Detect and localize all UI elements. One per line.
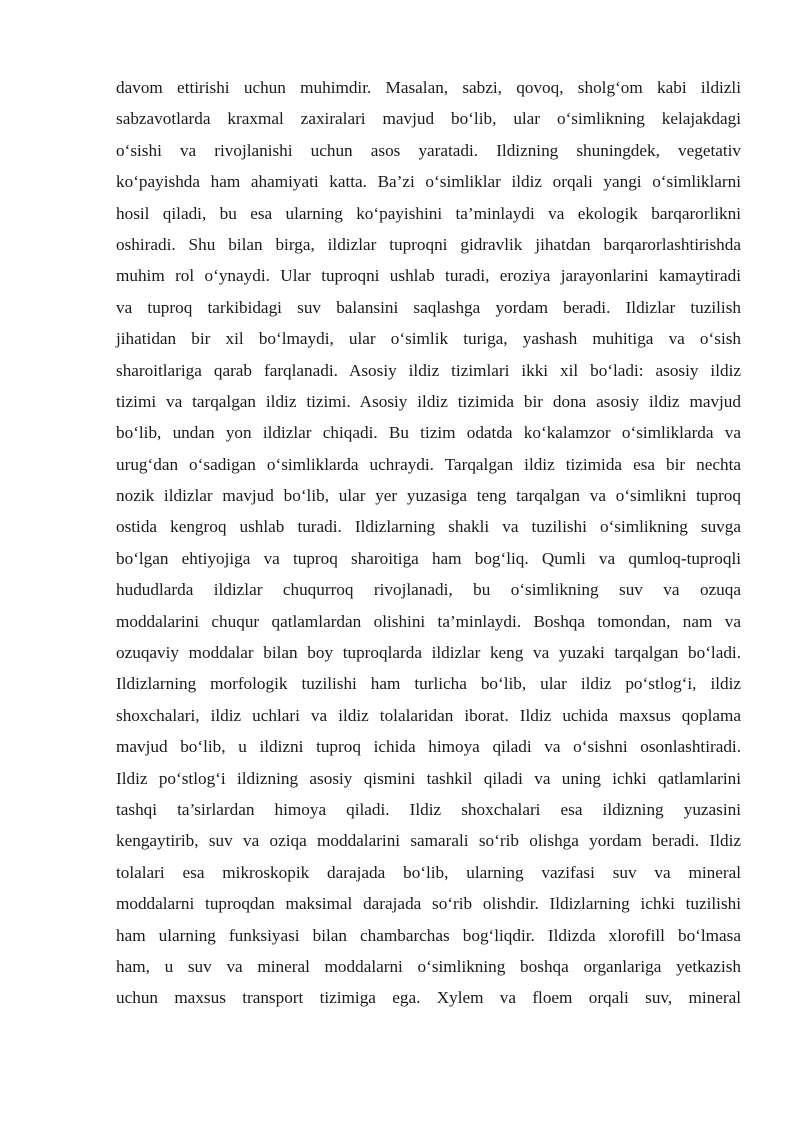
text-line: va tuproq tarkibidagi suv balansini saqlashga yordam beradi. Ildizlar tuzilish [116,297,741,317]
text-line: o‘sishi va rivojlanishi uchun asos yaratadi. Ildizning shuningdek, vegetativ [116,140,741,160]
text-line: ham, u suv va mineral moddalarni o‘simlikning boshqa organlariga yetkazish [116,956,741,976]
text-line: uchun maxsus transport tizimiga ega. Xylem va floem orqali suv, mineral [116,988,741,1008]
text-line: tashqi ta’sirlardan himoya qiladi. Ildiz shoxchalari esa ildizning yuzasini [116,799,741,819]
text-line: Ildizlarning morfologik tuzilishi ham turlicha bo‘lib, ular ildiz po‘stlog‘i, ildiz [116,674,741,694]
text-line: mavjud bo‘lib, u ildizni tuproq ichida himoya qiladi va o‘sishni osonlashtiradi. [116,737,741,757]
text-line: moddalarni tuproqdan maksimal darajada so‘rib olishdir. Ildizlarning ichki tuzilishi [116,894,741,914]
text-line: ostida kengroq ushlab turadi. Ildizlarning shakli va tuzilishi o‘simlikning suvga [116,517,741,537]
text-line: bo‘lib, undan yon ildizlar chiqadi. Bu tizim odatda ko‘kalamzor o‘simliklarda va [116,423,741,443]
text-line: ozuqaviy moddalar bilan boy tuproqlarda ildizlar keng va yuzaki tarqalgan bo‘ladi. [116,643,741,663]
text-line: hududlarda ildizlar chuqurroq rivojlanadi, bu o‘simlikning suv va ozuqa [116,580,741,600]
text-line: sharoitlariga qarab farqlanadi. Asosiy ildiz tizimlari ikki xil bo‘ladi: asosiy ildiz [116,360,741,380]
text-line: moddalarini chuqur qatlamlardan olishini ta’minlaydi. Boshqa tomondan, nam va [116,611,741,631]
text-line: shoxchalari, ildiz uchlari va ildiz tolalaridan iborat. Ildiz uchida maxsus qoplama [116,705,741,725]
text-line: ko‘payishda ham ahamiyati katta. Ba’zi o‘simliklar ildiz orqali yangi o‘simliklarni [116,172,741,192]
text-line: kengaytirib, suv va oziqa moddalarini samarali so‘rib olishga yordam beradi. Ildiz [116,831,741,851]
body-paragraph [116,72,741,1014]
text-line: bo‘lgan ehtiyojiga va tuproq sharoitiga ham bog‘liq. Qumli va qumloq-tuproqli [116,548,741,568]
text-line: nozik ildizlar mavjud bo‘lib, ular yer yuzasiga teng tarqalgan va o‘simlikni tuproq [116,486,741,506]
text-line: davom ettirishi uchun muhimdir. Masalan, sabzi, qovoq, sholg‘om kabi ildizli [116,78,741,97]
text-line: tolalari esa mikroskopik darajada bo‘lib, ularning vazifasi suv va mineral [116,862,741,882]
text-line: urug‘dan o‘sadigan o‘simliklarda uchraydi. Tarqalgan ildiz tizimida esa bir nechta [116,454,741,474]
text-line: muhim rol o‘ynaydi. Ular tuproqni ushlab turadi, eroziya jarayonlarini kamaytiradi [116,266,741,286]
text-line: ham ularning funksiyasi bilan chambarchas bog‘liqdir. Ildizda xlorofill bo‘lmasa [116,925,741,945]
text-line: sabzavotlarda kraxmal zaxiralari mavjud bo‘lib, ular o‘simlikning kelajakdagi [116,109,741,129]
text-line: oshiradi. Shu bilan birga, ildizlar tuproqni gidravlik jihatdan barqarorlashtirishda [116,234,741,254]
text-line: tizimi va tarqalgan ildiz tizimi. Asosiy ildiz tizimida bir dona asosiy ildiz mavjud [116,391,741,411]
text-line: jihatidan bir xil bo‘lmaydi, ular o‘simlik turiga, yashash muhitiga va o‘sish [116,329,741,349]
text-line: Ildiz po‘stlog‘i ildizning asosiy qismini tashkil qiladi va uning ichki qatlamlarini [116,768,741,788]
text-line: hosil qiladi, bu esa ularning ko‘payishini ta’minlaydi va ekologik barqarorlikni [116,203,741,223]
